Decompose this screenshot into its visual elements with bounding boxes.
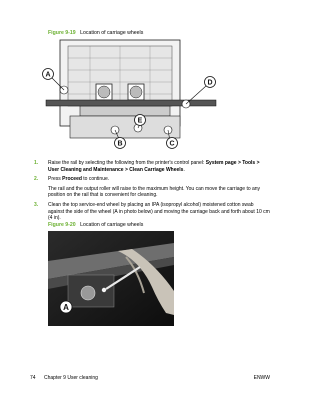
step-1 xyxy=(30,160,270,173)
step-3 xyxy=(30,202,270,222)
step-text: Press Proceed to continue. xyxy=(48,176,110,183)
page-footer xyxy=(30,375,270,383)
figure-caption-text: Location of carriage wheels xyxy=(80,222,144,228)
callout-c-label: C xyxy=(169,140,175,148)
figure-number: Figure 9-20 xyxy=(48,222,76,228)
step-number: 2. xyxy=(34,176,39,183)
step-note: The rail and the output roller will raise to the maximum height. You can move the carriage to any position on the rail that is convenient for cleaning. xyxy=(48,185,261,199)
figure-caption xyxy=(48,222,143,229)
chapter-title: Chapter 9 User cleaning xyxy=(44,375,98,381)
callout-e-label: E xyxy=(137,117,143,125)
carriage-diagram xyxy=(40,38,218,150)
step-number: 1. xyxy=(34,160,39,166)
procedure-steps xyxy=(30,160,270,225)
step-text: Clean the top service-end wheel by placing an IPA (isopropyl alcohol) moistened cotton swab against the side of the wheel (A in photo below) and moving the carriage back and forth about 10 cm (4 in). xyxy=(48,201,270,222)
page-number: 74 xyxy=(30,375,36,381)
figure-caption xyxy=(48,30,143,37)
callout-b-label: B xyxy=(117,140,123,148)
figure-number: Figure 9-19 xyxy=(48,30,76,36)
footer-brand: ENWW xyxy=(253,375,270,381)
figure-caption-text: Location of carriage wheels xyxy=(80,30,144,36)
step-text: Raise the rail by selecting the following from the printer's control panel: System page > Tools > User Cleaning and Maintenance > Clean Carriage Wheels. xyxy=(48,160,260,173)
cleaning-photo xyxy=(48,231,174,326)
step-2 xyxy=(30,176,270,199)
callout-a-label: A xyxy=(63,303,69,312)
step-number: 3. xyxy=(34,201,39,208)
callout-a-label: A xyxy=(45,71,51,79)
rail xyxy=(46,100,216,106)
callout-d-label: D xyxy=(207,79,213,87)
